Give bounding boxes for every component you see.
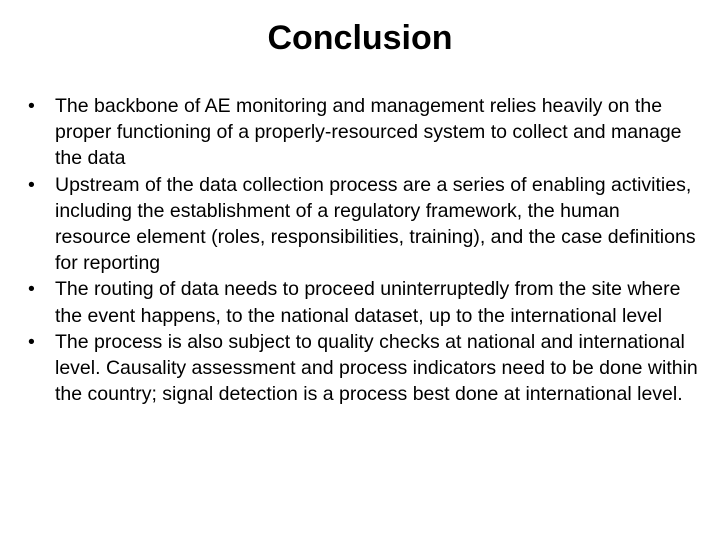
- bullet-dot-icon: •: [28, 278, 35, 301]
- bullet-dot-icon: •: [28, 330, 35, 353]
- bullet-text: The backbone of AE monitoring and management relies heavily on the proper functioning of a properly-resourced system to collect and manage the data: [55, 95, 682, 170]
- bullet-list: [28, 93, 698, 407]
- bullet-dot-icon: •: [28, 95, 35, 117]
- bullet-item: [28, 276, 698, 328]
- slide-title: Conclusion: [267, 19, 453, 57]
- bullet-item: [28, 172, 698, 277]
- bullet-text: The routing of data needs to proceed uninterruptedly from the site where the event happens, to the national dataset, up to the international level: [55, 278, 681, 327]
- bullet-dot-icon: •: [28, 173, 35, 196]
- bullet-item: [28, 93, 698, 172]
- bullet-text: Upstream of the data collection process are a series of enabling activities, including the establishment of a regulatory framework, the human resource element (roles, responsibilities, training), and the case definitions for reporting: [55, 173, 696, 275]
- bullet-text: The process is also subject to quality checks at national and international level. Causality assessment and process indicators need to be done within the country; signal detection is a process best done at international level.: [55, 330, 698, 406]
- bullet-item: [28, 329, 698, 408]
